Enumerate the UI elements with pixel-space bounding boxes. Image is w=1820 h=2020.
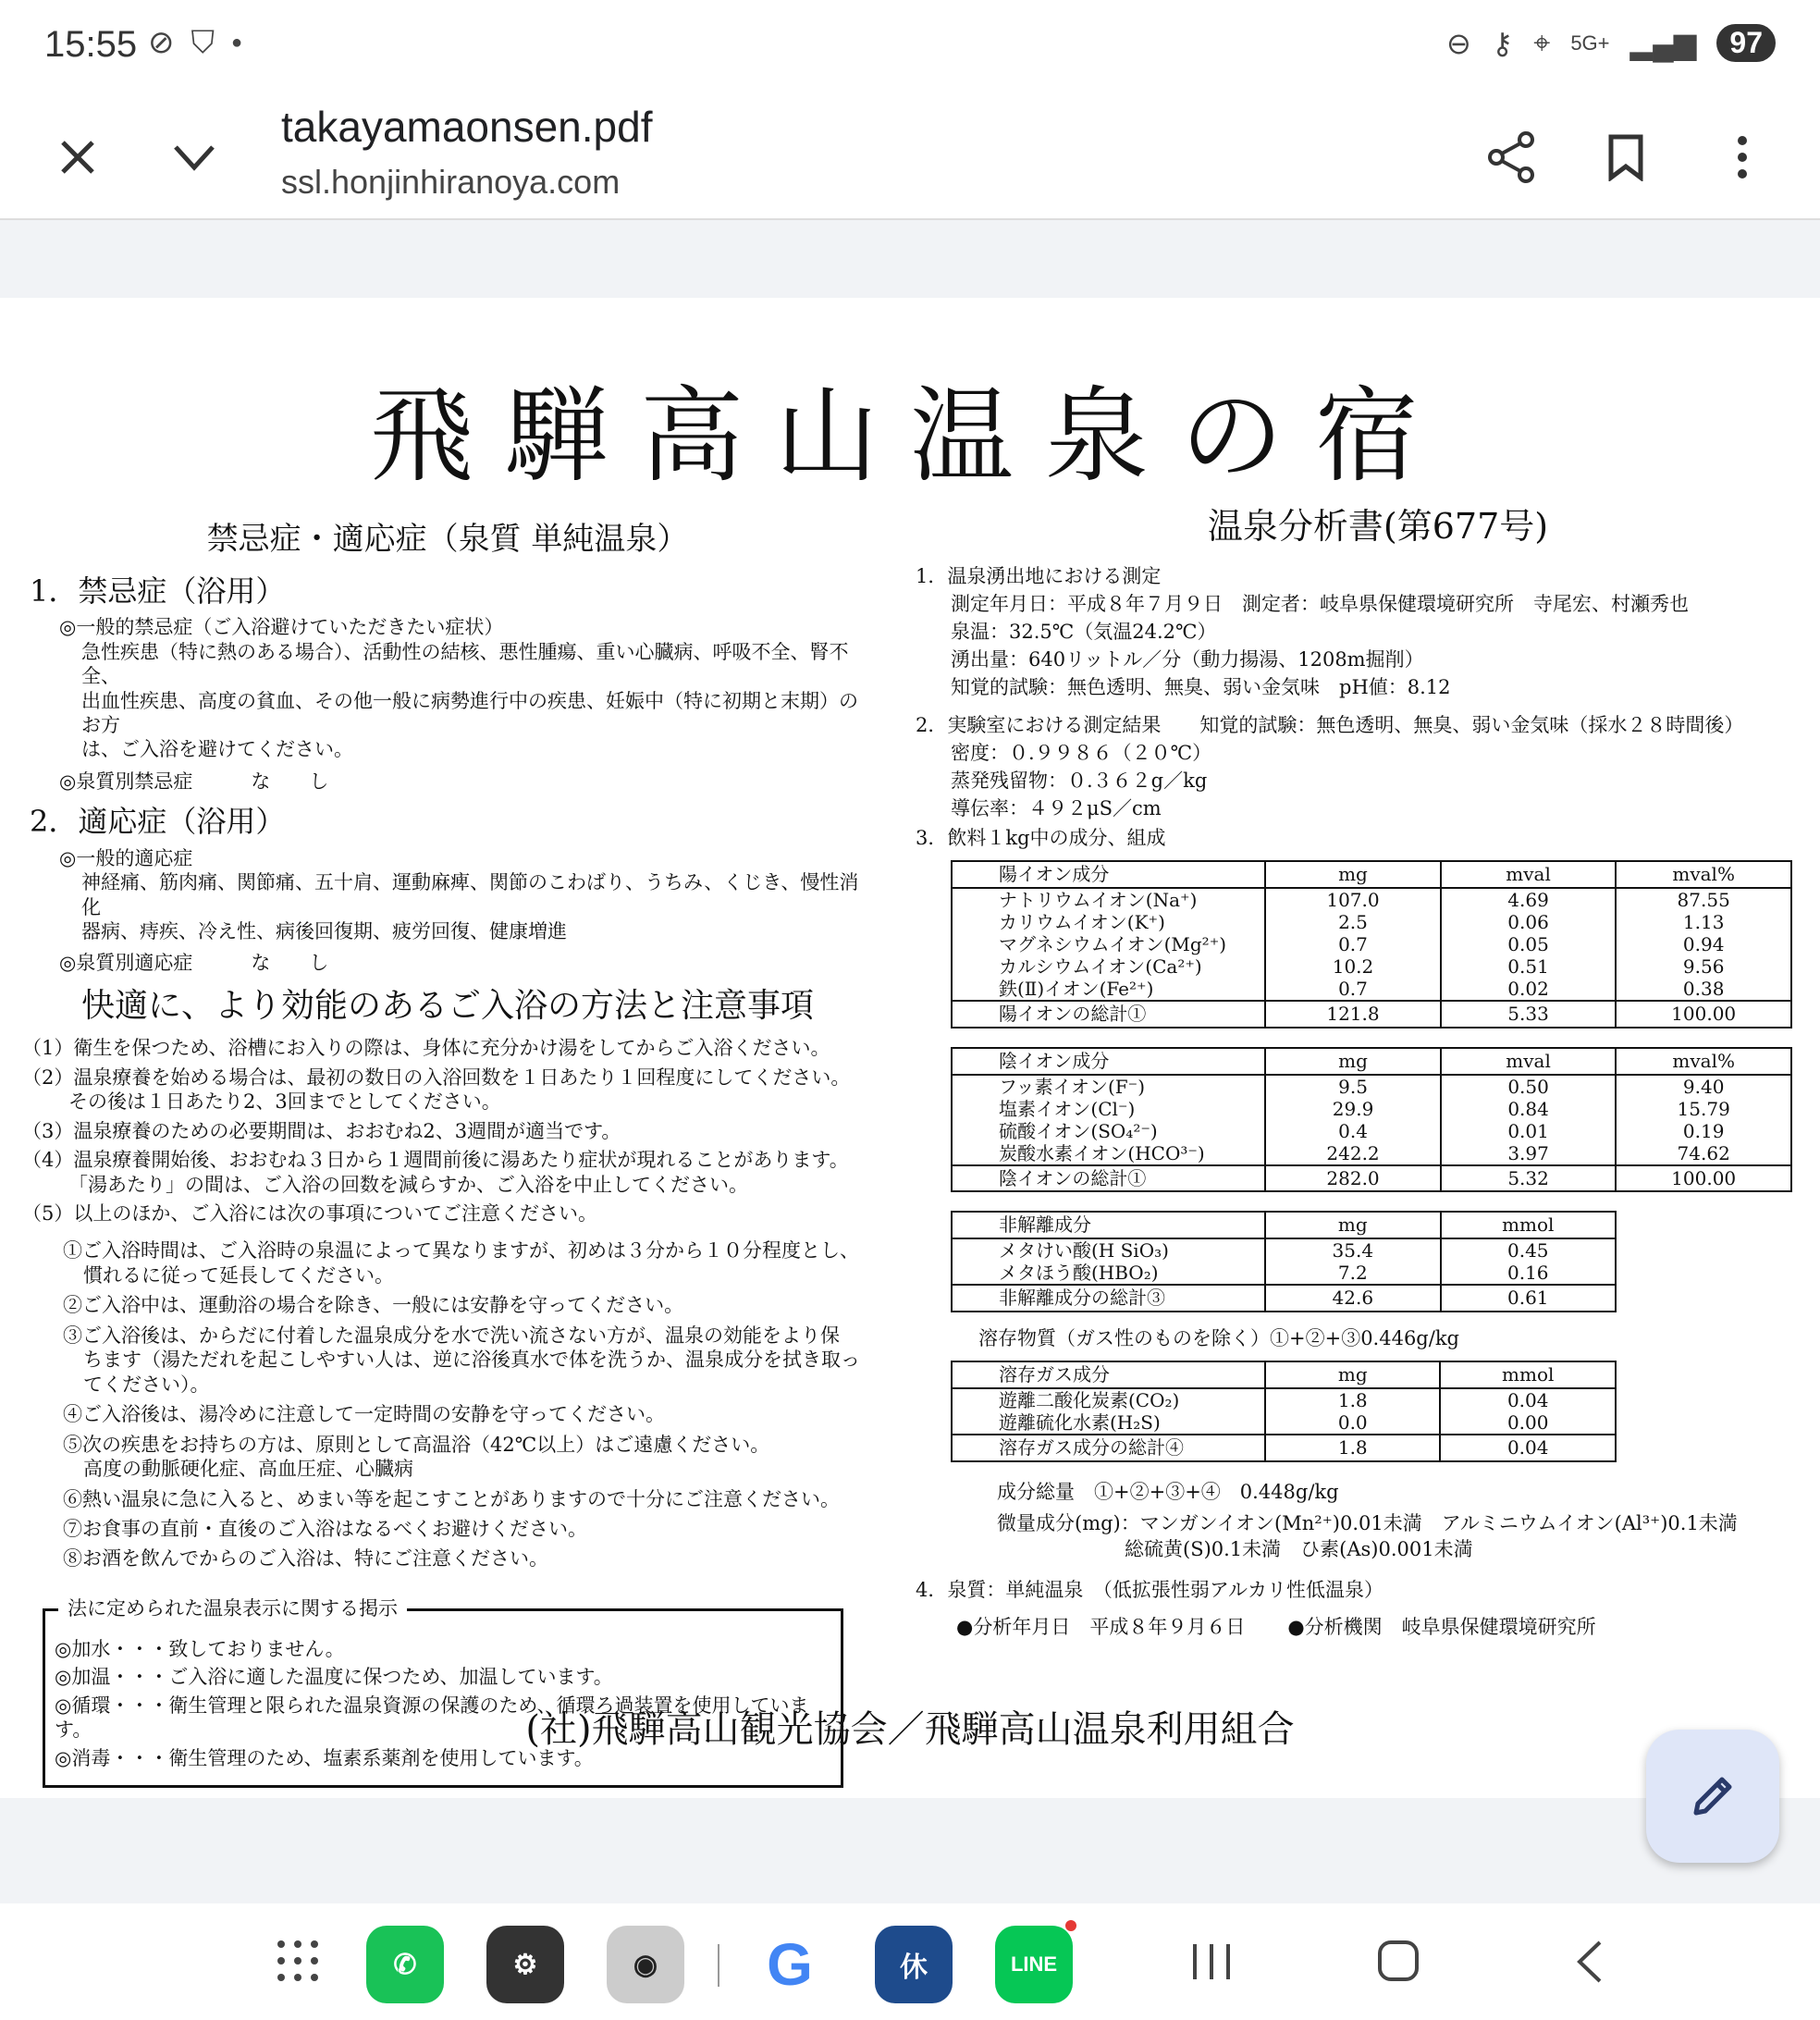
- google-app[interactable]: [751, 1926, 829, 2003]
- analysis-date: ●分析年月日 平成８年９月６日: [956, 1616, 1246, 1639]
- back-button[interactable]: [1572, 1939, 1605, 1989]
- google-icon: G: [767, 1931, 813, 1998]
- nondissociated-table: 非解離成分 mg mmol メタけい酸(H SiO₃) メタほう酸(HBO₂) 35.4 7.2 0.45 0.16 非解離成分の総計③ 42.6 0.61: [951, 1211, 1617, 1312]
- recents-button[interactable]: [1189, 1940, 1234, 1988]
- list-item: てください）。: [83, 1373, 210, 1396]
- more-vertical-icon: [1737, 135, 1748, 179]
- list-item: ④ご入浴後は、湯冷めに注意して一定時間の安静を守ってください。: [63, 1403, 665, 1426]
- indications-title: 2．適応症（浴用）: [30, 804, 286, 840]
- navigation-bar: [0, 1903, 1820, 2020]
- caution-list: [22, 1238, 873, 1570]
- share-icon: [1487, 131, 1535, 183]
- list-item: ③ご入浴後は、からだに付着した温泉成分を水で洗い流さない方が、温泉の効能をより保 ちます（湯ただれを起こしやすい人は、逆に浴後真水で体を洗うか、温泉成分を拭き取っ: [63, 1324, 860, 1372]
- share-button[interactable]: [1474, 120, 1548, 194]
- analysis-org: ●分析機関 岐阜県保健環境研究所: [1287, 1616, 1596, 1639]
- status-bar: [0, 0, 1820, 92]
- list-item: （2）温泉療養を始める場合は、最初の数日の入浴回数を１日あたり１回程度にしてください。 その後は１日あたり2、3回までとしてください。: [22, 1065, 851, 1114]
- tile-app-icon: 休: [900, 1952, 928, 1983]
- line-app[interactable]: [995, 1926, 1073, 2003]
- spring-measurement-details: 測定年月日：平成８年７月９日 測定者：岐阜県保健環境研究所 寺尾宏、村瀬秀也 泉温：32.5℃（気温24.2℃） 湧出量：640リットル／分（動力揚湯、1208m掘削） 知覚的試験：無色透明、無臭、弱い金気味 pH値：8.12: [951, 593, 1689, 699]
- phone-app[interactable]: [366, 1926, 444, 2003]
- battery-badge: 97: [1716, 24, 1776, 62]
- network-label: 5G+: [1570, 31, 1610, 55]
- app-grid-icon: [274, 1937, 322, 1985]
- trace-components-cont: 総硫黄(S)0.1未満 ひ素(As)0.001未満: [1125, 1537, 1473, 1560]
- legal-line: ◎加温・・・ご入浴に適した温度に保つため、加温しています。: [55, 1666, 613, 1689]
- chevron-down-icon: [172, 143, 216, 171]
- legal-line: ◎加水・・・致しておりません。: [55, 1637, 345, 1660]
- close-icon: [57, 137, 98, 178]
- phone-icon: ✆: [393, 1949, 417, 1980]
- lab-measurement-title: 2．実験室における測定結果 知覚的試験：無色透明、無臭、弱い金気味（採水２８時間後）: [916, 713, 1744, 736]
- pencil-icon: [1687, 1770, 1739, 1822]
- more-options-button[interactable]: [1705, 120, 1779, 194]
- left-column: [22, 520, 873, 1788]
- list-item: （5）以上のほか、ご入浴には次の事項についてご注意ください。: [22, 1201, 597, 1225]
- dnd-icon: ⊖: [1446, 26, 1471, 60]
- guide-list: [22, 1036, 873, 1226]
- tile-app[interactable]: [875, 1926, 953, 2003]
- notification-badge: [1065, 1920, 1076, 1931]
- pdf-page: [0, 298, 1820, 1798]
- bookmark-icon: [1607, 133, 1644, 181]
- general-indications-label: ◎一般的適応症: [59, 846, 193, 869]
- home-icon: [1376, 1939, 1420, 1983]
- general-contraindications-label: ◎一般的禁忌症（ご入浴避けていただきたい症状）: [59, 616, 504, 639]
- document-url: ssl.honjinhiranoya.com: [281, 163, 621, 201]
- edit-button[interactable]: [1646, 1730, 1779, 1863]
- footer-organization: (社)飛騨高山観光協会／飛騨高山温泉利用組合: [525, 1708, 1295, 1751]
- camera-app[interactable]: [607, 1926, 684, 2003]
- list-item: ⑧お酒を飲んでからのご入浴は、特にご注意ください。: [63, 1547, 548, 1570]
- camera-icon: ◉: [633, 1949, 658, 1980]
- bathing-guide-heading: 快適に、より効能のあるご入浴の方法と注意事項: [80, 986, 814, 1025]
- no-signal-icon: ⊘: [148, 25, 175, 60]
- line-app-icon: LINE: [1010, 1952, 1058, 1976]
- list-item: ②ご入浴中は、運動浴の場合を除き、一般には安静を守ってください。: [63, 1294, 684, 1317]
- specific-contraindications-label: ◎泉質別禁忌症 な し: [59, 770, 329, 793]
- list-item: （4）温泉療養開始後、おおむね３日から１週間前後に湯あたり症状が現れることがあります。 「湯あたり」の間は、ご入浴の回数を減らすか、ご入浴を中止してください。: [22, 1149, 849, 1196]
- app-bar: [0, 92, 1820, 220]
- list-item: ①ご入浴時間は、ご入浴時の泉温によって異なりますが、初めは３分から１０分程度とし、 慣れるに従って延長してください。: [63, 1239, 859, 1287]
- spring-quality: 4．泉質：単純温泉 （低拡張性弱アルカリ性低温泉）: [916, 1579, 1384, 1602]
- anion-table: 陰イオン成分 mg mval mval% フッ素イオン(F⁻) 塩素イオン(Cl⁻) 硫酸イオン(SO₄²⁻) 炭酸水素イオン(HCO³⁻) 9.5 29.9 0.4 242.2 0.50 0.84 0.01 3.97 9.40 15.79 0.19 74.62 陰イオンの総計① 282.0 5.32 100.00: [951, 1047, 1792, 1193]
- specific-indications-label: ◎泉質別適応症 な し: [59, 952, 329, 975]
- shield-icon: ⛉: [191, 24, 215, 60]
- lab-measurement-details: 密度：０.９９８６（２０℃） 蒸発残留物：０.３６２g／kg 導伝率：４９２μS／cm: [951, 741, 1212, 819]
- legal-notice-title: 法に定められた温泉表示に関する掲示: [58, 1596, 407, 1620]
- gas-table: 溶存ガス成分 mg mmol 遊離二酸化炭素(CO₂) 遊離硫化水素(H₂S) 1.8 0.0 0.04 0.00 溶存ガス成分の総計④ 1.8 0.04: [951, 1361, 1617, 1462]
- app-drawer-button[interactable]: [274, 1937, 322, 1989]
- main-title: 飛騨高山温泉の宿: [370, 376, 1450, 497]
- indications-heading: 禁忌症・適応症（泉質 単純温泉）: [206, 521, 689, 558]
- analysis-heading: 温泉分析書(第677号): [1207, 506, 1549, 547]
- settings-app[interactable]: [486, 1926, 564, 2003]
- dissolved-note: 溶存物質（ガス性のものを除く）①+②+③0.446g/kg: [978, 1326, 1459, 1349]
- list-item: （1）衛生を保つため、浴槽にお入りの際は、身体に充分かけ湯をしてからご入浴ください。: [22, 1037, 830, 1060]
- list-item: ⑦お食事の直前・直後のご入浴はなるべくお避けください。: [63, 1517, 587, 1540]
- collapse-button[interactable]: [157, 120, 231, 194]
- contraindications-text: 急性疾患（特に熱のある場合）、活動性の結核、悪性腫瘍、重い心臓病、呼吸不全、腎不全、 出血性疾患、高度の貧血、その他一般に病勢進行中の疾患、妊娠中（特に初期と末期）のお方 は、ご入浴を避けてください。: [81, 640, 858, 761]
- document-title: takayamaonsen.pdf: [281, 103, 653, 151]
- gear-icon: ⚙: [512, 1949, 538, 1980]
- composition-title: 3．飲料１kg中の成分、組成: [916, 827, 1166, 850]
- trace-components: 微量成分(mg)：マンガンイオン(Mn²⁺)0.01未満 アルミニウムイオン(Al³⁺)0.1未満: [997, 1511, 1738, 1534]
- contraindications-title: 1．禁忌症（浴用）: [30, 573, 286, 609]
- total-components: 成分総量 ①+②+③+④ 0.448g/kg: [997, 1480, 1339, 1503]
- legal-line: ◎消毒・・・衛生管理のため、塩素系薬剤を使用しています。: [55, 1746, 594, 1769]
- spring-measurement-title: 1．温泉湧出地における測定: [916, 564, 1162, 587]
- home-button[interactable]: [1376, 1939, 1420, 1988]
- analysis-info: [956, 1614, 1803, 1640]
- cation-table: 陽イオン成分 mg mval mval% ナトリウムイオン(Na⁺) カリウムイオン(K⁺) マグネシウムイオン(Mg²⁺) カルシウムイオン(Ca²⁺) 鉄(Ⅱ)イオン(Fe²⁺) 107.0 2.5 0.7 10.2 0.7 4.69 0.06 0.05 0.51 0.02 87.55 1.13 0.94 9.56 0.38 陽イオンの総計① 121.8 5.33 100.00: [951, 860, 1792, 1028]
- list-item: （3）温泉療養のための必要期間は、おおむね2、3週間が適当です。: [22, 1119, 621, 1142]
- back-icon: [1572, 1939, 1605, 1985]
- dock-divider: [718, 1944, 719, 1987]
- list-item: ⑥熱い温泉に急に入ると、めまい等を起こすことがありますので十分にご注意ください。: [63, 1487, 840, 1510]
- legal-notice-box: [43, 1596, 843, 1788]
- right-column: [916, 503, 1803, 1640]
- legal-line: ◎循環・・・衛生管理と限られた温泉資源の保護のため、循環ろ過装置を使用しています。: [55, 1694, 809, 1742]
- key-icon: ⚷: [1491, 26, 1514, 60]
- close-button[interactable]: [41, 120, 115, 194]
- list-item: ⑤次の疾患をお持ちの方は、原則として高温浴（42℃以上）はご遠慮ください。 高度の動脈硬化症、高血圧症、心臓病: [63, 1433, 770, 1481]
- status-time: 15:55: [44, 24, 138, 65]
- indications-text: 神経痛、筋肉痛、関節痛、五十肩、運動麻痺、関節のこわばり、うちみ、くじき、慢性消化 器病、痔疾、冷え性、病後回復期、疲労回復、健康増進: [81, 871, 859, 942]
- recents-icon: [1189, 1940, 1234, 1983]
- notification-dot-icon: ●: [231, 31, 243, 53]
- signal-icon: ▂▄▆: [1629, 26, 1697, 60]
- bookmark-button[interactable]: [1589, 120, 1663, 194]
- location-icon: ⌖: [1533, 25, 1551, 59]
